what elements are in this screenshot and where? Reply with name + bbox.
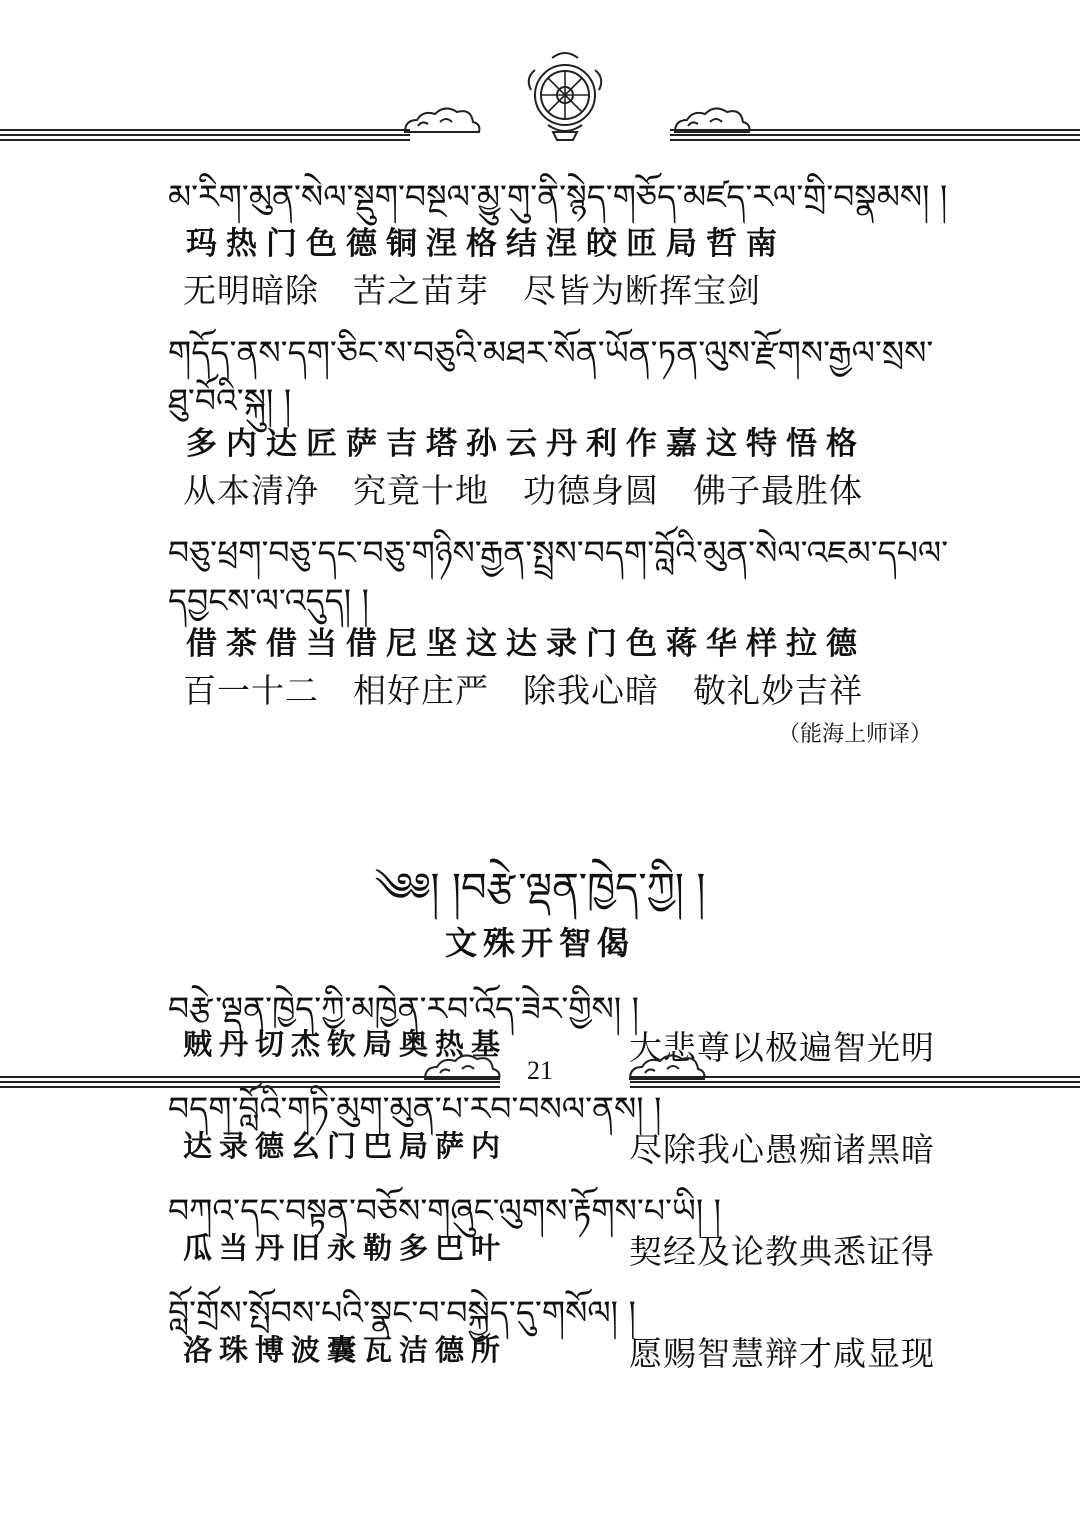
phonetic-verse-line: 达录德幺门巴局萨内 [183, 1129, 508, 1163]
chinese-verse-line: 大悲尊以极遍智光明 [629, 1028, 935, 1067]
phonetic-verse-line: 借茶借当借尼坚这达录门色蒋华样拉德 [186, 626, 866, 662]
tibetan-verse-line: དབྱངས་ལ་འདུད། ། [168, 581, 369, 620]
cloud-left-icon [405, 108, 479, 132]
tibetan-verse-line: བརྩེ་ལྡན་ཁྱེད་ཀྱི་མཁྱེན་རབ་འོད་ཟེར་གྱིས། ། [168, 989, 639, 1028]
translator-credit: （能海上师译） [777, 722, 932, 747]
tibetan-verse-line: བཅུ་ཕྲག་བཅུ་དང་བཅུ་གཉིས་རྒྱན་སྤྲས་བདག་བློའི་མུན་སེལ་འཇམ་དཔལ་ [168, 533, 949, 572]
phonetic-verse-line: 瓜当丹旧永勒多巴叶 [183, 1231, 508, 1265]
chinese-verse-line: 尽除我心愚痴诸黑暗 [629, 1130, 935, 1169]
chinese-verse-line: 百一十二 相好庄严 除我心暗 敬礼妙吉祥 [183, 671, 863, 710]
section-title-tibetan: ༄༅། །བརྩེ་ལྡན་ཁྱེད་ཀྱི། ། [374, 865, 706, 911]
chinese-verse-line: 无明暗除 苦之苗芽 尽皆为断挥宝剑 [183, 271, 761, 310]
tibetan-verse-line: གདོད་ནས་དག་ཅིང་ས་བཅུའི་མཐར་སོན་ཡོན་ཏན་ལུས་རྫོགས་རྒྱལ་སྲས་ [168, 333, 934, 372]
chinese-verse-line: 从本清净 究竟十地 功德身圆 佛子最胜体 [183, 471, 863, 510]
tibetan-verse-line: ཐུ་བོའི་སྐུ། ། [168, 381, 292, 420]
phonetic-verse-line: 洛珠博波囊瓦洁德所 [183, 1333, 508, 1367]
tibetan-verse-line: བདག་བློའི་གཏི་མུག་མུན་པ་རབ་བསལ་ནས། ། [168, 1089, 662, 1128]
tibetan-verse-line: མ་རིག་མུན་སེལ་སྡུག་བསྔལ་མྱུ་གུ་ནི་སྙེད་གཅོད་མཛད་རལ་གྲི་བསྣམས། ། [168, 177, 948, 216]
page-number: 21 [527, 1056, 553, 1085]
phonetic-verse-line: 多内达匠萨吉塔孙云丹利作嘉这特悟格 [186, 426, 866, 462]
tibetan-verse-line: བཀའ་དང་བསྟན་བཅོས་གཞུང་ལུགས་རྟོགས་པ་ཡི། ། [168, 1191, 721, 1230]
phonetic-verse-line: 贼丹切杰钦局奥热基 [183, 1027, 508, 1061]
tibetan-verse-line: བློ་གྲོས་སྤོབས་པའི་སྣང་བ་བསྐྱེད་དུ་གསོལ། ། [168, 1293, 636, 1332]
header-ornament [0, 50, 1080, 150]
chinese-verse-line: 契经及论教典悉证得 [629, 1232, 935, 1271]
cloud-right-icon [675, 108, 749, 132]
dharma-wheel-emblem-icon [529, 53, 602, 140]
phonetic-verse-line: 玛热门色德铜涅格结涅皎匝局哲南 [186, 226, 786, 262]
chinese-verse-line: 愿赐智慧辩才咸显现 [629, 1334, 935, 1373]
section-title-chinese: 文殊开智偈 [444, 924, 635, 962]
